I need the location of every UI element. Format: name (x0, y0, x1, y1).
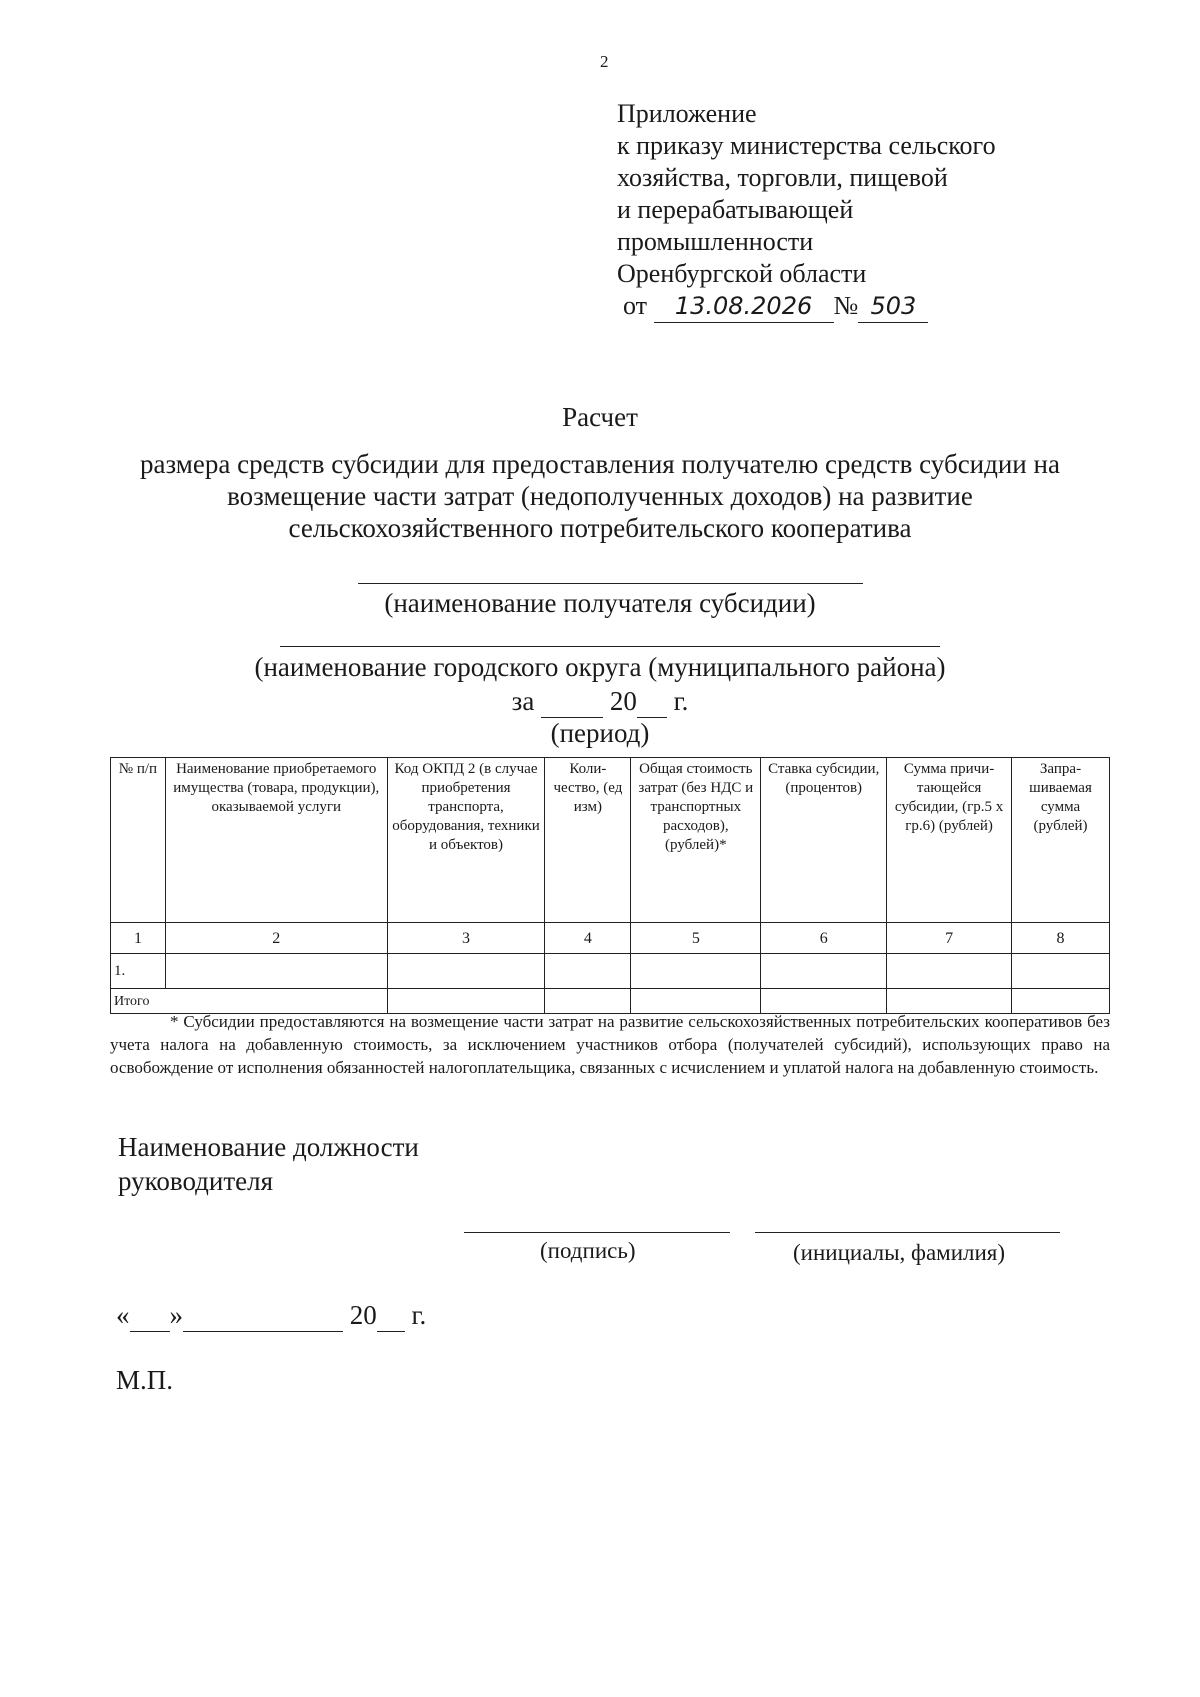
col-number: 7 (887, 923, 1012, 954)
col-number: 3 (387, 923, 545, 954)
number-sign: № (833, 291, 859, 320)
signature-caption: (подпись) (540, 1238, 636, 1263)
col-number: 2 (165, 923, 387, 954)
day-fill[interactable] (130, 1300, 170, 1332)
col-header: Запра-шиваемая сумма (рублей) (1012, 758, 1110, 923)
stamp-label: М.П. (116, 1365, 174, 1395)
total-label: Итого (111, 989, 388, 1014)
col-header: Сумма причи-тающейся субсидии, (гр.5 x гр.6) (рублей) (887, 758, 1012, 923)
col-header: № п/п (111, 758, 166, 923)
col-number: 8 (1012, 923, 1110, 954)
initials-line[interactable] (755, 1232, 1060, 1233)
year-prefix: 20 (349, 1300, 377, 1330)
period-line (0, 686, 1200, 718)
col-header: Наименование приобретаемого имущества (товара, продукции), оказываемой услуги (165, 758, 387, 923)
open-quote: « (116, 1300, 130, 1330)
document-title: Расчет (562, 402, 638, 432)
date-prefix: от (623, 291, 648, 320)
sign-date-line (116, 1300, 426, 1332)
order-date-line (617, 290, 996, 323)
table-cell[interactable] (761, 954, 887, 989)
page-number: 2 (600, 52, 609, 71)
col-header: Коли-чество, (ед изм) (545, 758, 631, 923)
column-number-row (111, 923, 1110, 954)
table-cell[interactable] (165, 954, 387, 989)
close-quote: » (169, 1300, 183, 1330)
table-cell[interactable] (545, 954, 631, 989)
document-subtitle: размера средств субсидии для предоставления получателю средств субсидии на возмещение части затрат (недополученных доходов) на развитие сельскохозяйственного потребительского кооператива (140, 449, 1060, 543)
col-number: 5 (631, 923, 761, 954)
appendix-line: хозяйства, торговли, пищевой (617, 163, 948, 192)
period-fill[interactable] (541, 686, 603, 718)
col-header: Общая стоимость затрат (без НДС и транспортных расходов), (рублей)* (631, 758, 761, 923)
appendix-line: к приказу министерства сельского (617, 131, 996, 160)
head-position-label (118, 1130, 419, 1198)
year-fill[interactable] (377, 1300, 405, 1332)
recipient-caption: (наименование получателя субсидии) (384, 588, 816, 618)
year-fill[interactable] (637, 686, 667, 718)
initials-caption: (инициалы, фамилия) (793, 1240, 1006, 1265)
col-header: Ставка субсидии, (процентов) (761, 758, 887, 923)
signature-line[interactable] (464, 1232, 730, 1233)
appendix-line: и перерабатывающей (617, 195, 854, 224)
table-cell[interactable] (631, 954, 761, 989)
appendix-line: Приложение (617, 99, 757, 128)
row-label: 1. (111, 954, 166, 989)
col-number: 6 (761, 923, 887, 954)
table-row (111, 954, 1110, 989)
table-cell[interactable] (887, 954, 1012, 989)
col-number: 1 (111, 923, 166, 954)
period-year: 20 (609, 686, 637, 716)
recipient-fill-line[interactable] (358, 583, 863, 584)
head-position-line: руководителя (118, 1166, 274, 1196)
district-fill-line[interactable] (280, 646, 940, 647)
period-prefix: за (511, 686, 535, 716)
col-header: Код ОКПД 2 (в случае приобретения транспорта, оборудования, техники и объектов) (387, 758, 545, 923)
col-number: 4 (545, 923, 631, 954)
handwritten-date: 13.08.2026 (654, 290, 834, 323)
month-fill[interactable] (183, 1300, 343, 1332)
head-position-line: Наименование должности (118, 1132, 419, 1162)
footnote: * Субсидии предоставляются на возмещение части затрат на развитие сельскохозяйственных потребительских кооперативов без учета налога на добавленную стоимость, за исключением участников отбора (получателей субсидий), использующих право на освобождение от исполнения обязанностей налогоплательщика, связанных с исчислением и уплатой налога на добавленную стоимость. (110, 1012, 1110, 1077)
year-suffix: г. (411, 1300, 427, 1330)
subsidy-table (110, 757, 1110, 1014)
period-caption: (период) (550, 718, 650, 748)
table-cell[interactable] (1012, 954, 1110, 989)
appendix-line: Оренбургской области (617, 259, 867, 288)
table-cell[interactable] (387, 954, 545, 989)
appendix-block (617, 98, 996, 323)
table-header-row (111, 758, 1110, 923)
appendix-line: промышленности (617, 227, 814, 256)
handwritten-number: 503 (858, 290, 928, 323)
district-caption: (наименование городского округа (муниципального района) (254, 652, 946, 682)
period-suffix: г. (673, 686, 689, 716)
